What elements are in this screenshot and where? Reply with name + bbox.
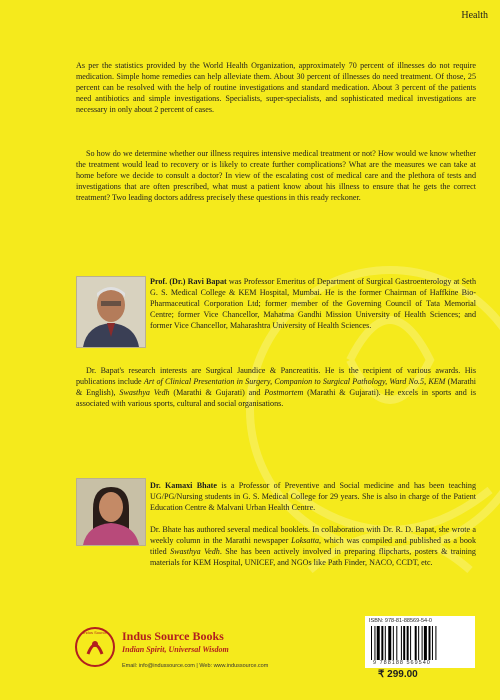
price: ₹ 299.00	[378, 669, 418, 680]
barcode-bar	[385, 626, 386, 660]
barcode	[371, 626, 469, 660]
barcode-bar	[374, 626, 375, 660]
author1-photo	[76, 276, 146, 348]
author2-bio-intro	[150, 480, 476, 513]
barcode-bar	[410, 626, 411, 660]
barcode-bar	[415, 626, 417, 660]
author2-bio-2: Dr. Bhate has authored several medical booklets. In collaboration with Dr. R. D. Bapat, she wrote a weekly column in the Marathi newspaper Loksatta, which was compiled and published as a book titled Swasthya Vedh. She has been actively involved in preparing flipcharts, posters & training materials for KEM Hospital, UNICEF, and NGOs like Path Finder, NACO, CCDT, etc.	[150, 525, 476, 567]
newspaper-title: Loksatta	[291, 536, 320, 545]
barcode-bar	[377, 626, 380, 660]
author2-name: Dr. Kamaxi Bhate	[150, 481, 217, 490]
author2-photo	[76, 478, 146, 546]
barcode-bar	[424, 626, 427, 660]
barcode-bar	[381, 626, 383, 660]
author1-bio-1: was Professor Emeritus of Department of Surgical Gastroenterology at Seth G. S. Medical College & KEM Hospital, Mumbai. He is the former Chairman of Haffkine Bio-Pharmaceutical Corporation Ltd; former member of the Governing Council of Tata Memorial Centre; former Vice Chancellor, Mahatma Gandhi Mission University of Health Sciences; and former Vice Chancellor, Maharashtra University of Health Sciences.	[150, 277, 476, 330]
barcode-bar	[388, 626, 391, 660]
barcode-bar	[401, 626, 402, 660]
barcode-digits: 9 788188 569540	[373, 660, 431, 666]
author1-bio-2: Dr. Bapat's research interests are Surgical Jaundice & Pancreatitis. He is the recipient of various awards. His publications include Art of Clinical Presentation in Surgery, Companion to Surgical Pathology, Ward No.5, KEM (Marathi & English), Swasthya Vedh (Marathi & Gujarati) and Postmortem (Marathi & Gujarati). He excels in sports and is associated with various sports, cultural and social organisations.	[76, 366, 477, 408]
book-title: Art of Clinical Presentation in Surgery, Companion to Surgical Pathology, Ward No.5, KEM	[143, 377, 446, 386]
publisher-contact: Email: info@indussource.com | Web: www.indussource.com	[122, 663, 269, 669]
logo-text: Indus Source	[83, 630, 107, 635]
barcode-bar	[422, 626, 423, 660]
publisher-logo	[74, 626, 116, 668]
book-title: Postmortem	[264, 388, 304, 397]
barcode-bar	[393, 626, 394, 660]
publisher-name: Indus Source Books	[122, 629, 224, 643]
author1-bio-intro	[150, 276, 476, 331]
barcode-bar	[407, 626, 409, 660]
category-label: Health	[461, 10, 488, 21]
book-title: Swasthya Vedh	[170, 547, 220, 556]
barcode-bar	[403, 626, 405, 660]
book-title: Swasthya Vedh	[119, 388, 170, 397]
barcode-bar	[396, 626, 397, 660]
barcode-bar	[429, 626, 431, 660]
barcode-box	[365, 616, 475, 668]
barcode-bar	[432, 626, 433, 660]
barcode-bar	[418, 626, 419, 660]
intro-paragraph-1: As per the statistics provided by the World Health Organization, approximately 70 percent of illnesses do not require medication. Simple home remedies can help alleviate them. About 30 percent of illnesses do need treatment. Of those, 25 percent can be resolved with the help of routine investigations and standard medication. About 3 percent of the patients need antibiotics and simple investigations. Specialists, super-specialists, and sophisticated medical investigations are necessary in only about 2 percent of cases.	[76, 61, 476, 114]
barcode-bar	[371, 626, 372, 660]
author1-name: Prof. (Dr.) Ravi Bapat	[150, 277, 227, 286]
intro-paragraph-2: So how do we determine whether our illness requires intensive medical treatment or not? How would we know whether the treatment would lead to recovery or is likely to create further complications? What are the measures we can take at home before we decide to consult a doctor? In view of the escalating cost of medical care and the plethora of tests and investigations that are often prescribed, what must a patient know about his illness to ensure that he gets the correct treatment? Two leading doctors address precisely these questions in this ready reckoner.	[76, 149, 476, 202]
isbn-label: ISBN: 978-81-88569-54-0	[369, 618, 432, 624]
barcode-bar	[435, 626, 436, 660]
author2-bio-1: is a Professor of Preventive and Social medicine and has been teaching UG/PG/Nursing students in G. S. Medical College for 29 years. She is also in charge of the Patient Education Centre & Malvani Urban Health Centre.	[150, 481, 476, 512]
publisher-tagline: Indian Spirit, Universal Wisdom	[122, 645, 229, 654]
